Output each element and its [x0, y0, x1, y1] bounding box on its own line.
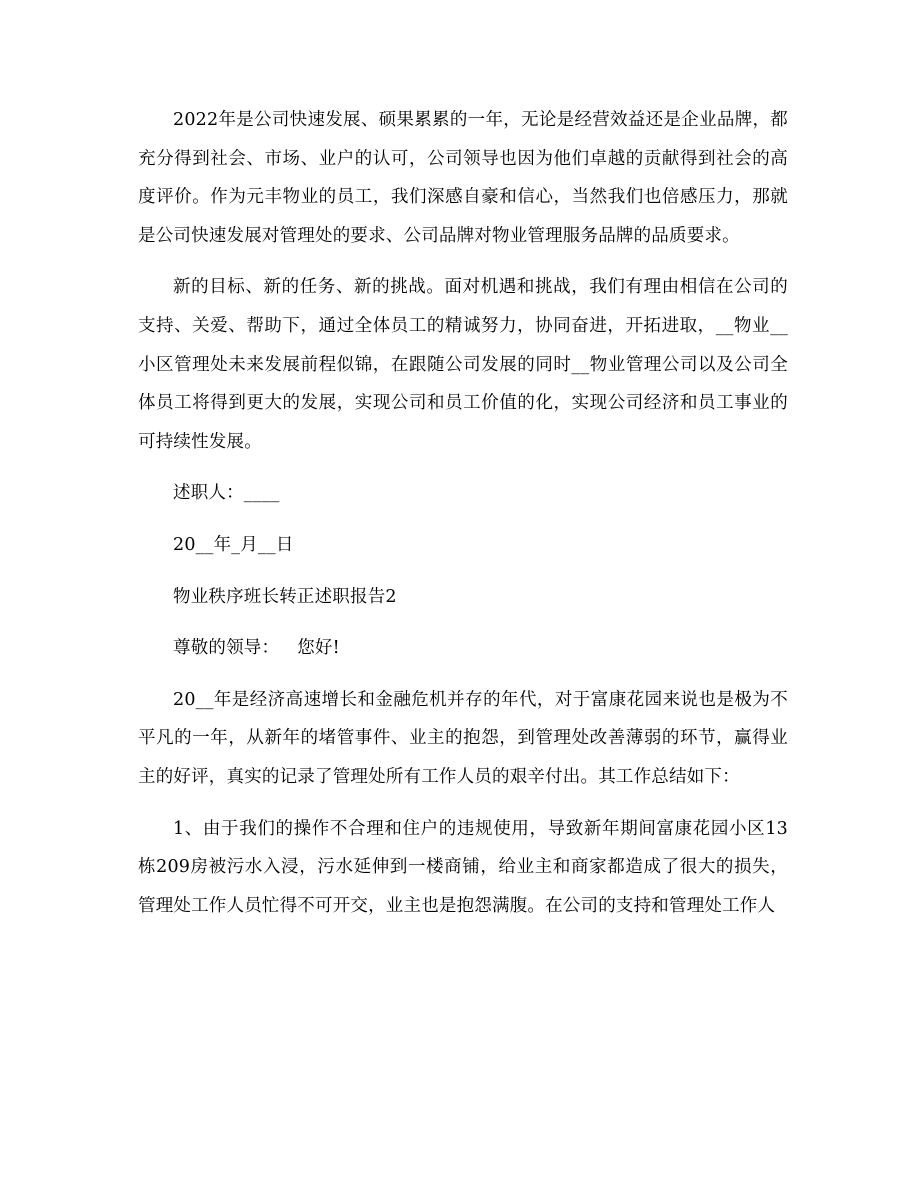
paragraph-new-goals: 新的目标、新的任务、新的挑战。面对机遇和挑战，我们有理由相信在公司的支持、关爱、帮助下，通过全体员工的精诚努力，协同奋进，开拓进取，__物业__小区管理处未来发展前程似锦，在跟随公司发展的同时__物业管理公司以及公司全体员工将得到更大的发展，实现公司和员工价值的化，实现公司经济和员工事业的可持续性发展。	[138, 277, 788, 452]
report-title: 物业秩序班长转正述职报告2	[173, 586, 397, 607]
salutation-line	[138, 629, 788, 668]
salutation: 尊敬的领导：	[173, 638, 280, 659]
paragraph-year-summary: 20__年是经济高速增长和金融危机并存的年代，对于富康花园来说也是极为不平凡的一年，从新年的堵管事件、业主的抱怨，到管理处改善薄弱的环节，赢得业主的好评，真实的记录了管理处所有工作人员的艰辛付出。其工作总结如下：	[138, 689, 788, 787]
date-line: 20__年_月__日	[173, 534, 294, 555]
paragraph-company-development: 2022年是公司快速发展、硕果累累的一年，无论是经营效益还是企业品牌，都充分得到社会、市场、业户的认可，公司领导也因为他们卓越的贡献得到社会的高度评价。作为元丰物业的员工，我们深感自豪和信心，当然我们也倍感压力，那就是公司快速发展对管理处的要求、公司品牌对物业管理服务品牌的品质要求。	[138, 110, 788, 246]
greeting: 您好!	[297, 638, 340, 659]
document-body	[138, 101, 788, 938]
signature-line: 述职人：____	[173, 483, 280, 504]
paragraph-item-1: 1、由于我们的操作不合理和住户的违规使用，导致新年期间富康花园小区13栋209房被污水入浸，污水延伸到一楼商铺，给业主和商家都造成了很大的损失，管理处工作人员忙得不可开交，业主也是抱怨满腹。在公司的支持和管理处工作人	[138, 818, 788, 916]
